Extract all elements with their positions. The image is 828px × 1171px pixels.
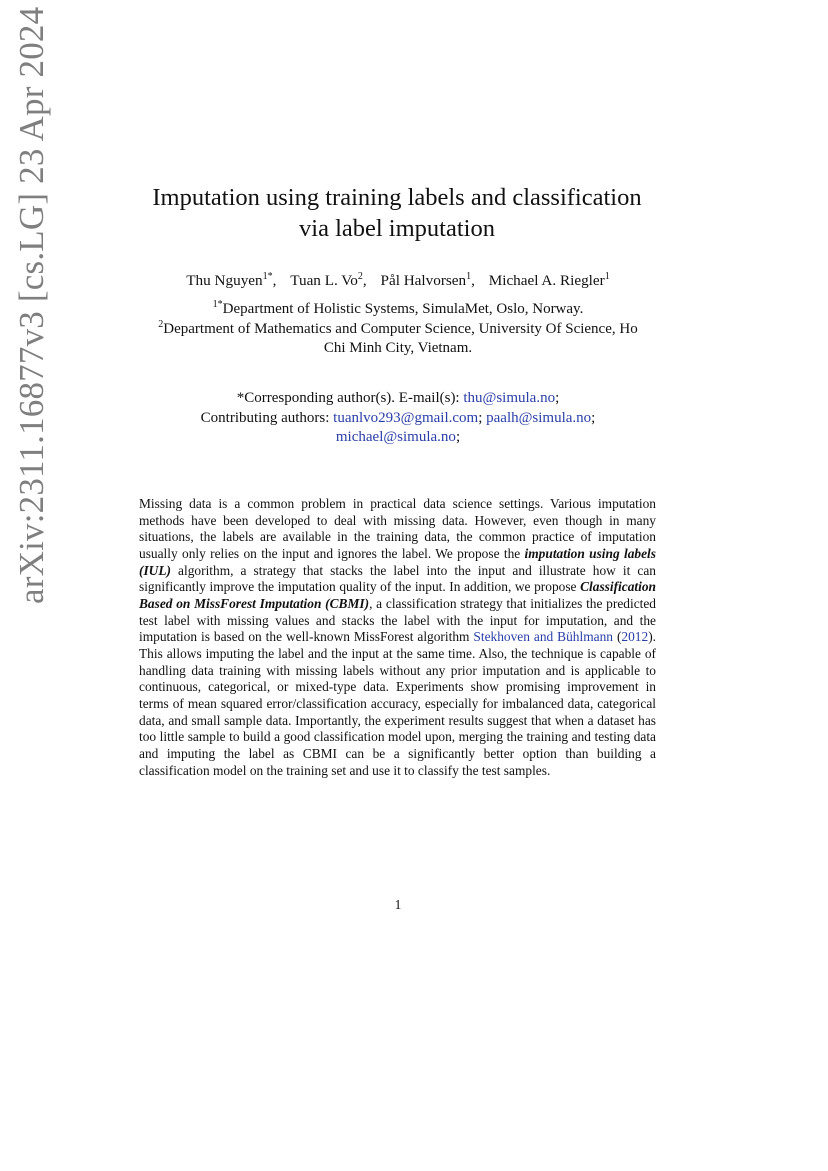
citation-year-link[interactable]: 2012	[621, 629, 649, 645]
arxiv-identifier: arXiv:2311.16877v3 [cs.LG] 23 Apr 2024	[12, 6, 51, 604]
author: Tuan L. Vo$^2$,	[290, 270, 367, 289]
corresponding-email-link[interactable]: thu@simula.no	[463, 390, 556, 406]
affiliation-2: $^2$Department of Mathematics and Computer Science, University Of Science, Ho Chi Minh City, Vietnam.	[158, 318, 638, 356]
abstract: Missing data is a common problem in practical data science settings. Various imputation methods have been developed to deal with missing data. However, even though in many situations, the labels are available in the training data, the common practice of imputation usually only relies on the input and ignores the label. We propose the imputation using labels (IUL) algorithm, a strategy that stacks the label into the input and illustrate how it can significantly improve the imputation quality of the input. In addition, we propose Classification Based on MissForest Imputation (CBMI), a classification strategy that initializes the predicted test label with missing values and stacks the label with the input for imputation, and the imputation is based on the well-known MissForest algorithm Stekhoven and Bühlmann (2012). This allows imputing the label and the input at the same time. Also, the technique is capable of handling data training with missing labels without any prior imputation and is applicable to continuous, categorical, or mixed-type data. Experiments show promising improvement in terms of mean squared error/classification accuracy, especially for imbalanced data, categorical data, and small sample data. Importantly, the experiment results suggest that when a dataset has too little sample to build a good classification model upon, merging the training and testing data and imputing the label as CBMI can be a significantly better option than building a classification model on the training set and use it to classify the test samples.	[139, 496, 656, 778]
cbmi-term: Classification Based on MissForest Imputation (CBMI)	[139, 579, 656, 611]
author: Pål Halvorsen$^1$,	[380, 270, 475, 289]
email-link[interactable]: tuanlvo293@gmail.com	[333, 409, 479, 426]
citation-link[interactable]: Stekhoven and Bühlmann	[473, 629, 613, 645]
iul-term: imputation using labels (IUL)	[139, 545, 656, 578]
author-list	[100, 271, 696, 290]
contributing-authors-line: Contributing authors: tuanlvo293@gmail.com; paalh@simula.no;	[200, 409, 596, 426]
title-line-2: via label imputation	[299, 215, 495, 242]
page-number: 1	[394, 897, 402, 912]
contributing-authors-line-2: michael@simula.no;	[335, 429, 461, 445]
corresponding-author-line: *Corresponding author(s). E-mail(s): thu@simula.no;	[236, 390, 560, 406]
affiliation-1: $^{1*}$Department of Holistic Systems, SimulaMet, Oslo, Norway.	[212, 299, 584, 317]
contact-emails	[150, 389, 646, 448]
author: Michael A. Riegler$^1$	[488, 270, 610, 289]
title-line-1: Imputation using training labels and classification	[152, 184, 642, 211]
author: Thu Nguyen$^{1*}$,	[186, 270, 277, 289]
email-link[interactable]: michael@simula.no	[335, 429, 456, 445]
affiliations	[150, 300, 646, 359]
email-link[interactable]: paalh@simula.no	[486, 409, 592, 426]
paper-title	[120, 182, 674, 244]
